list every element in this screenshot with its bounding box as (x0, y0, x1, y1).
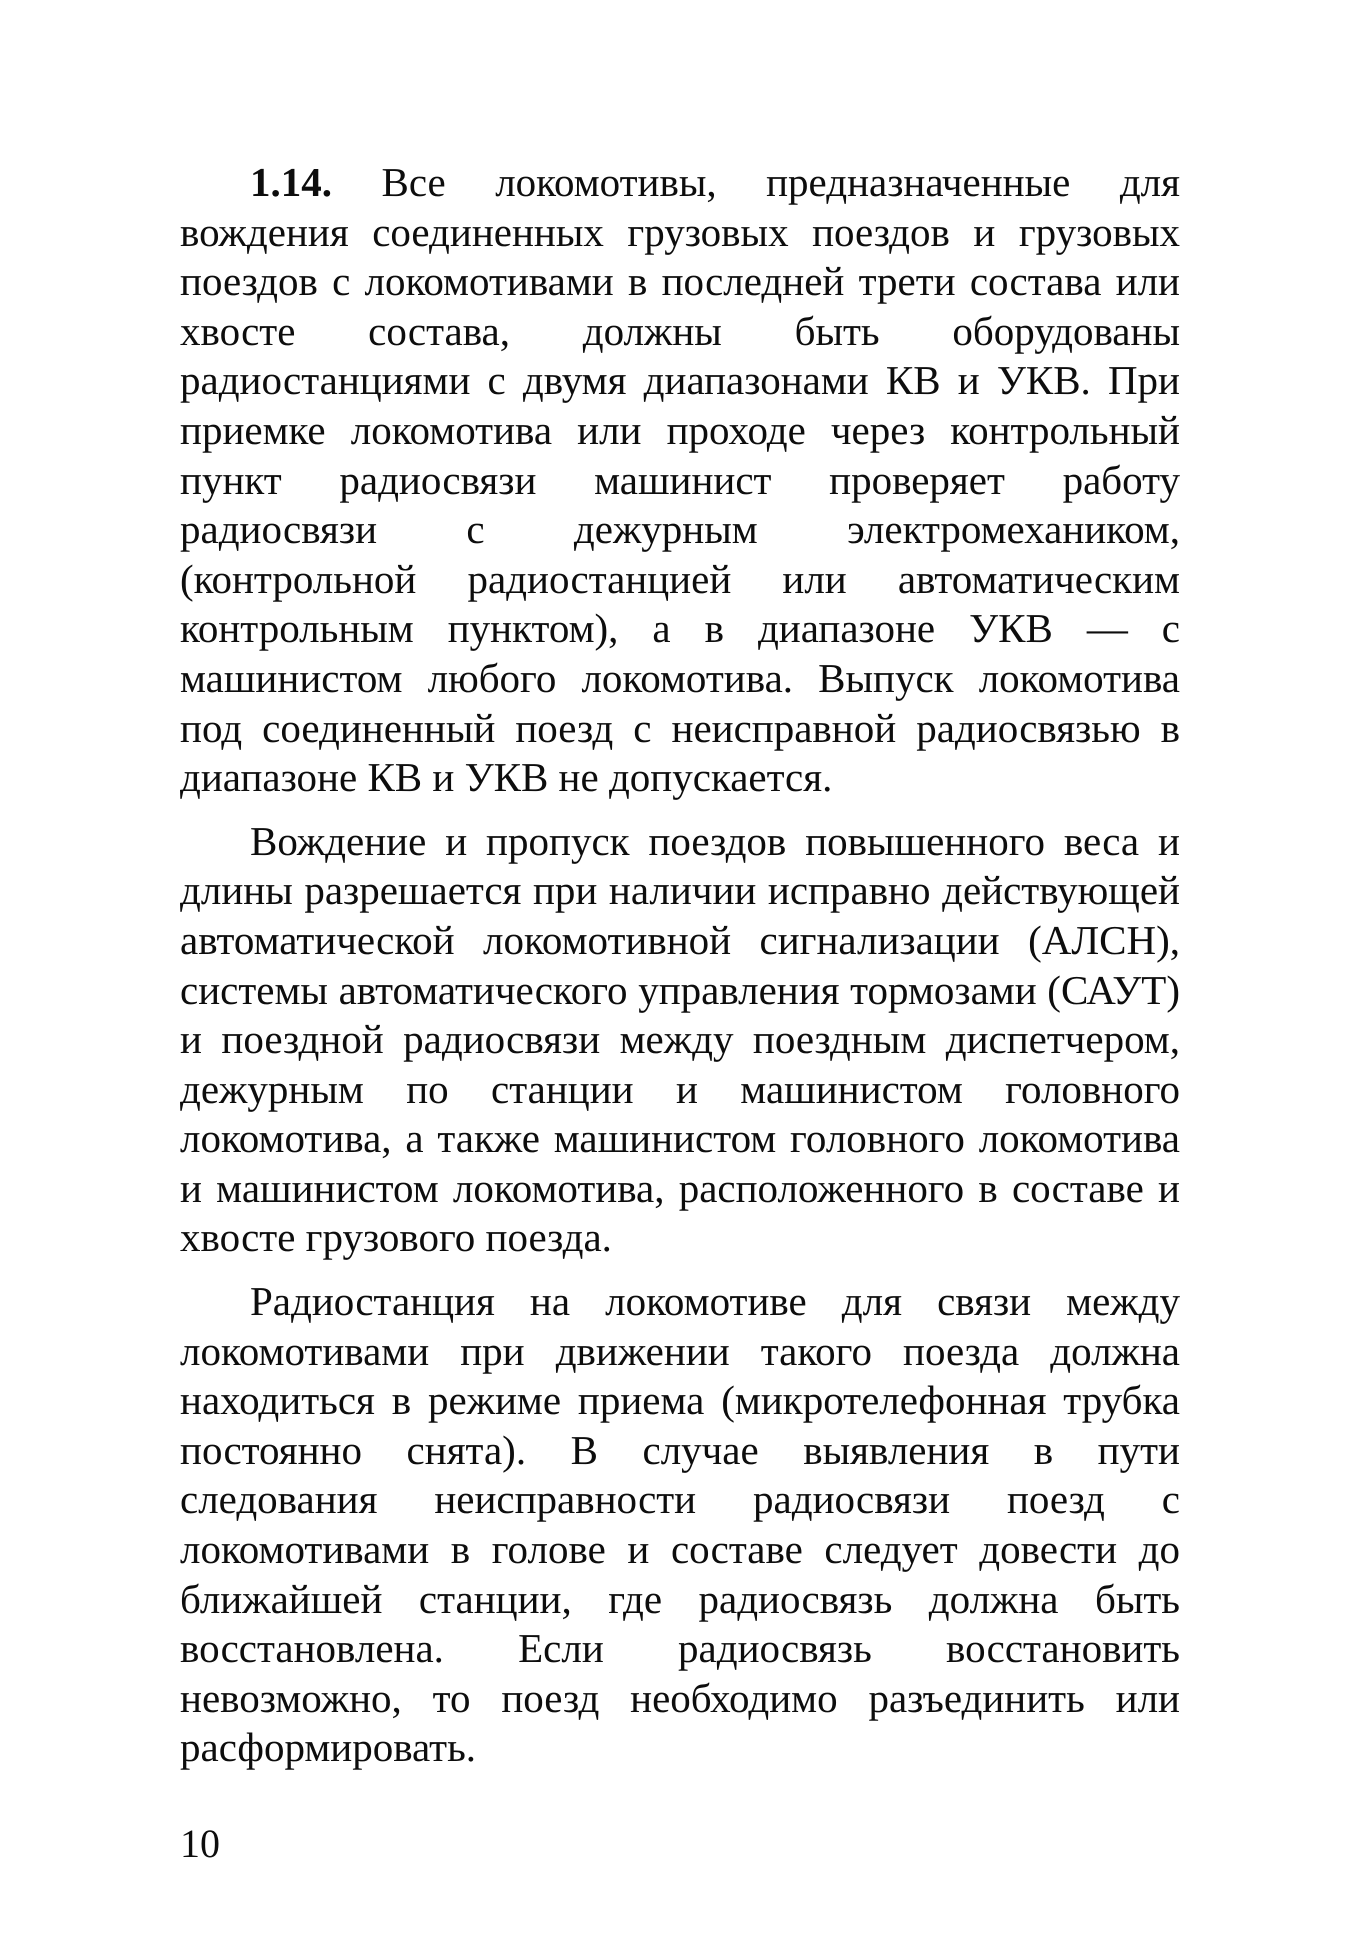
page-number: 10 (180, 1821, 220, 1866)
paragraph-2: Вождение и пропуск поездов повышенного веса и длины разрешается при наличии исправно действующей автоматической локомотивной сигнализации (АЛСН), системы автоматического управления тормозами (САУТ) и поездной радиосвязи между поездным диспетчером, дежурным по станции и машинистом головного локомотива, а также машинистом головного локомотива и машинистом локомотива, расположенного в составе и хвосте грузового поезда. (180, 817, 1180, 1261)
paragraph-3: Радиостанция на локомотиве для связи между локомотивами при движении такого поезда должна находиться в режиме приема (микротелефонная трубка постоянно снята). В случае выявления в пути следования неисправности радиосвязи поезд с локомотивами в голове и составе следует довести до ближайшей станции, где радиосвязь должна быть восстановлена. Если радиосвязь восстановить невозможно, то поезд необходимо разъединить или расформировать. (180, 1278, 1180, 1771)
section-number: 1.14. (250, 159, 332, 205)
paragraph-1 (180, 158, 1180, 803)
paragraph-1-text: Все локомотивы, предназначенные для вождения соединенных грузовых поездов и грузовых поездов с локомотивами в последней трети состава или хвосте состава, должны быть оборудованы радиостанциями с двумя диапазонами КВ и УКВ. При приемке локомотива или проходе через контрольный пункт радиосвязи машинист проверяет работу радиосвязи с дежурным электромехаником, (контрольной радиостанцией или автоматическим контрольным пунктом), а в диапазоне УКВ — с машинистом любого локомотива. Выпуск локомотива под соединенный поезд с неисправной радиосвязью в диапазоне КВ и УКВ не допускается. (180, 159, 1180, 801)
body-text (180, 158, 1180, 1773)
